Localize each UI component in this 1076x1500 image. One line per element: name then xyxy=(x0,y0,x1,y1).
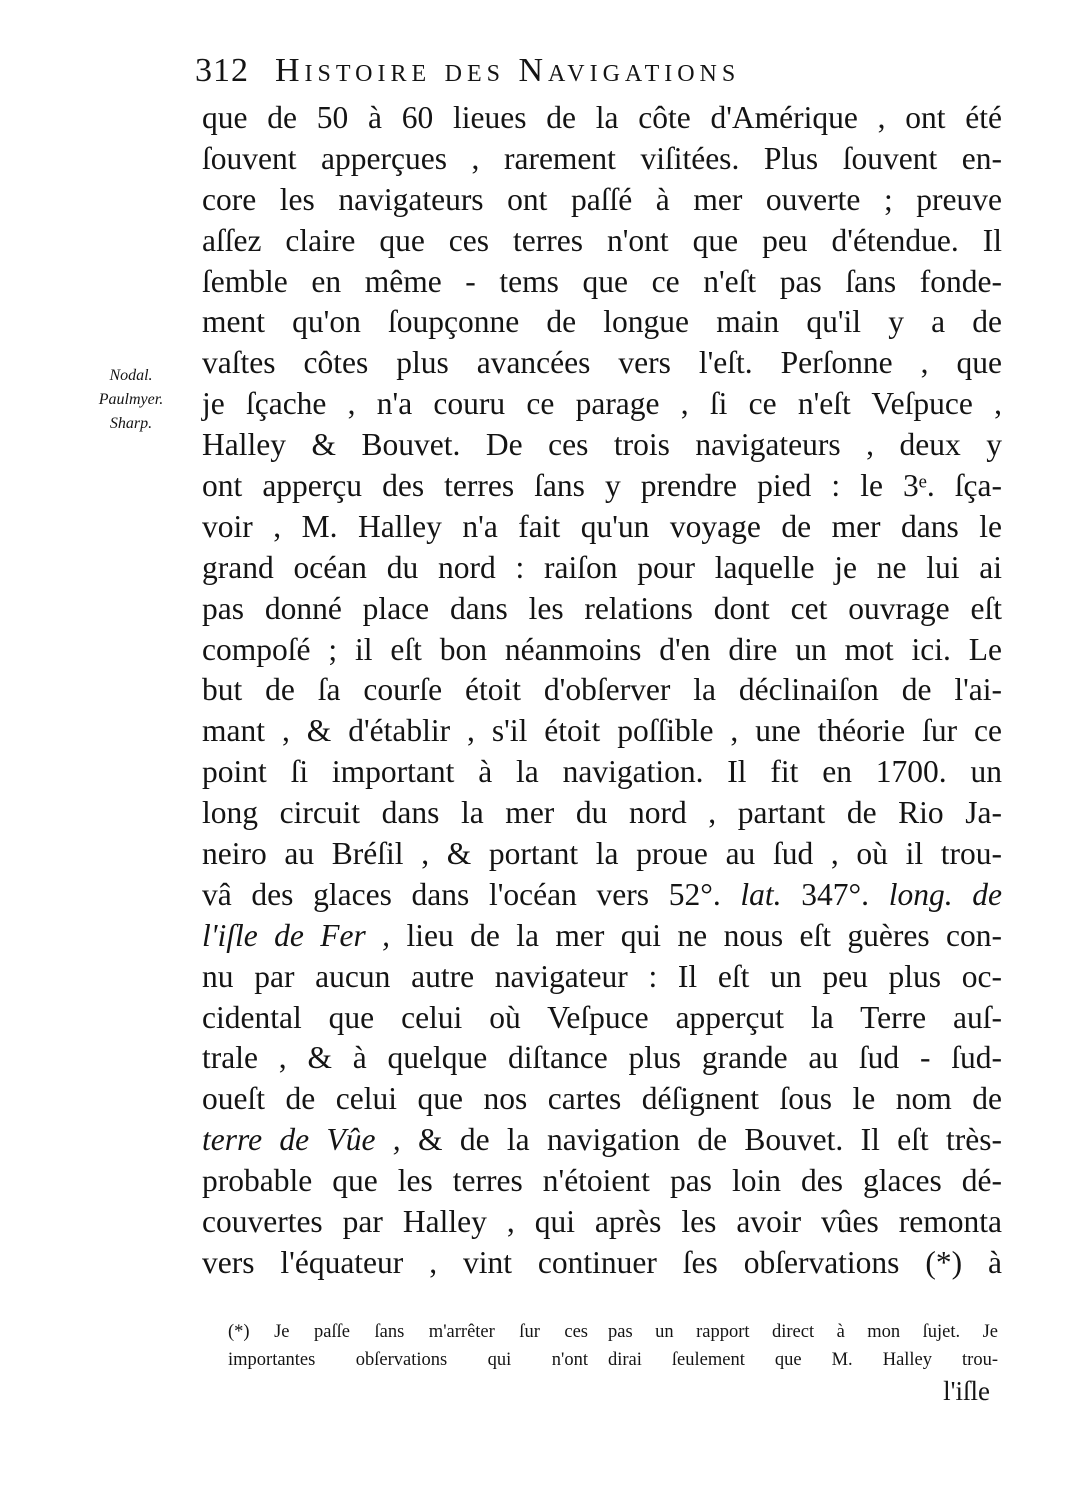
body-text xyxy=(202,98,1002,1284)
italic-place-name: terre de Vûe , xyxy=(202,1122,401,1158)
text-line: ont apperçu des terres ſans y prendre pied : le 3ᵉ. ſça- xyxy=(202,468,1002,504)
text-line: ſouvent apperçues , rarement viſitées. Plus ſouvent en- xyxy=(202,140,1002,176)
text-line: je ſçache , n'a couru ce parage , ſi ce n'eſt Veſpuce , xyxy=(202,386,1002,422)
text-line: oueſt de celui que nos cartes déſignent ſous le nom de xyxy=(202,1081,1002,1117)
text-run: 347°. xyxy=(781,876,889,912)
footnote xyxy=(228,1318,996,1378)
text-run: & de la navigation de Bouvet. Il eſt très- xyxy=(400,1122,1002,1158)
text-line xyxy=(202,916,1002,957)
italic-place-name: l'iſle de Fer , xyxy=(202,917,391,953)
footnote-line: importantes obſervations qui n'ont xyxy=(228,1350,588,1370)
footnote-column-left xyxy=(228,1318,588,1374)
text-line: probable que les terres n'étoient pas loin des glaces dé- xyxy=(202,1163,1002,1199)
text-line: que de 50 à 60 lieues de la côte d'Amérique , ont été xyxy=(202,100,1002,135)
italic-abbrev-lat: lat. xyxy=(740,876,782,912)
text-line: mant , & d'établir , s'il étoit poſſible , une théorie ſur ce xyxy=(202,713,1002,749)
text-line: pas donné place dans les relations dont cet ouvrage eſt xyxy=(202,590,1002,626)
text-line: vers l'équateur , vint continuer ſes obſervations (*) à xyxy=(202,1244,1002,1280)
text-run: lieu de la mer qui ne nous eſt guères con- xyxy=(390,917,1002,953)
text-line: ſemble en même - tems que ce n'eſt pas ſans fonde- xyxy=(202,263,1002,299)
text-line: couvertes par Halley , qui après les avoir vûes remonta xyxy=(202,1204,1002,1240)
text-line: core les navigateurs ont paſſé à mer ouverte ; preuve xyxy=(202,181,1002,217)
text-line: cidental que celui où Veſpuce apperçut la Terre auſ- xyxy=(202,999,1002,1035)
text-line: aſſez claire que ces terres n'ont que peu d'étendue. Il xyxy=(202,222,1002,258)
text-line: voir , M. Halley n'a fait qu'un voyage de mer dans le xyxy=(202,508,1002,544)
text-line: point ſi important à la navigation. Il fit en 1700. un xyxy=(202,754,1002,790)
text-line: long circuit dans la mer du nord , partant de Rio Ja- xyxy=(202,795,1002,831)
text-line: nu par aucun autre navigateur : Il eſt un peu plus oc- xyxy=(202,958,1002,994)
text-line: Halley & Bouvet. De ces trois navigateurs , deux y xyxy=(202,427,1002,463)
margin-note: Nodal. xyxy=(109,367,153,384)
text-line: vaſtes côtes plus avancées vers l'eſt. Perſonne , que xyxy=(202,345,1002,381)
footnote-column-right xyxy=(608,1318,998,1374)
page-number: 312 xyxy=(195,52,249,89)
text-line: grand océan du nord : raiſon pour laquelle je ne lui ai xyxy=(202,549,1002,585)
footnote-line: (*) Je paſſe ſans m'arrêter ſur ces xyxy=(228,1322,588,1342)
footnote-line: pas un rapport direct à mon ſujet. Je xyxy=(608,1322,998,1342)
text-line: neiro au Bréſil , & portant la proue au ſud , où il trou- xyxy=(202,836,1002,872)
text-line: but de ſa courſe étoit d'obſerver la déclinaiſon de l'ai- xyxy=(202,672,1002,708)
italic-abbrev-long: long. de xyxy=(888,876,1002,912)
margin-notes xyxy=(92,364,170,436)
margin-note: Paulmyer. xyxy=(98,391,164,408)
text-line: trale , & à quelque diſtance plus grande au ſud - ſud- xyxy=(202,1040,1002,1076)
running-head xyxy=(195,52,895,98)
text-line xyxy=(202,1120,1002,1161)
text-line: ment qu'on ſoupçonne de longue main qu'il y a de xyxy=(202,304,1002,340)
catchword: l'iſle xyxy=(943,1376,990,1406)
margin-note: Sharp. xyxy=(109,415,153,432)
text-run: vâ des glaces dans l'océan vers 52°. xyxy=(202,876,741,912)
text-line xyxy=(202,875,1002,916)
text-line: compoſé ; il eſt bon néanmoins d'en dire un mot ici. Le xyxy=(202,631,1002,667)
footnote-line: dirai ſeulement que M. Halley trou- xyxy=(608,1350,998,1370)
running-title: Histoire des Navigations xyxy=(275,52,741,89)
